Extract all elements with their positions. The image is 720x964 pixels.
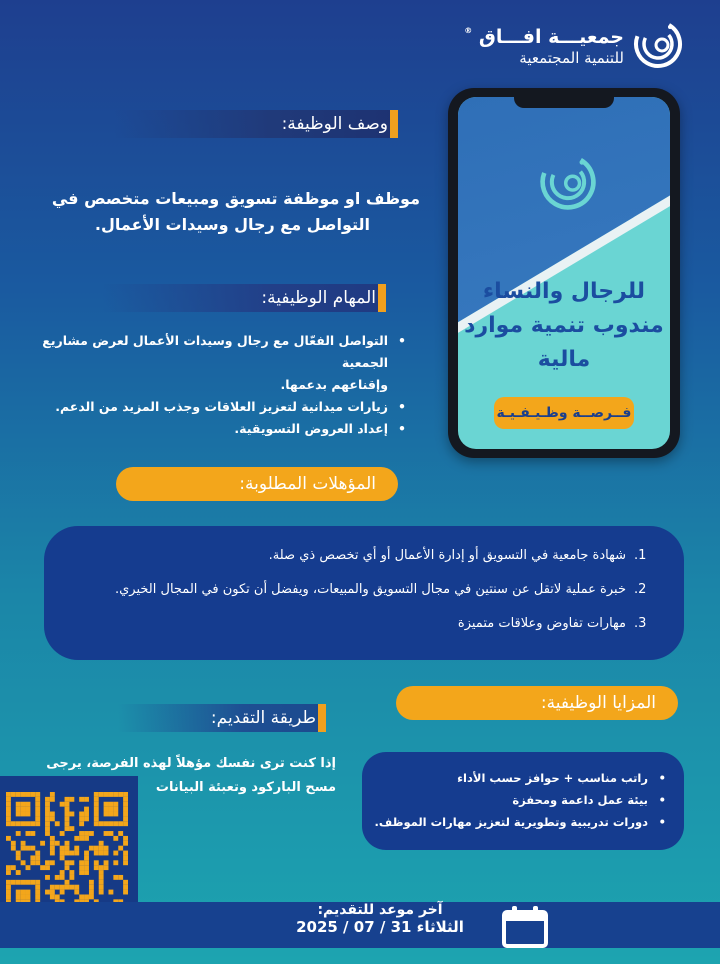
list-item: • إعداد العروض التسويقية.	[0, 418, 388, 440]
deadline-block	[270, 902, 490, 936]
item-number: 3.	[634, 616, 647, 631]
heading-accent-bar	[318, 704, 326, 732]
benefits-list	[375, 768, 648, 834]
qualifications-heading-text: المؤهلات المطلوبة:	[239, 474, 376, 494]
item-number: 2.	[634, 582, 647, 597]
list-item-continuation: وإقناعهم بدعمها.	[280, 376, 388, 392]
calendar-icon	[500, 904, 550, 950]
apply-heading	[118, 704, 326, 732]
job-description-line2: التواصل مع رجال وسيدات الأعمال.	[94, 214, 370, 234]
phone-notch	[514, 97, 614, 108]
benefits-heading	[396, 686, 678, 720]
qualification-item	[115, 582, 660, 597]
afaq-logo-icon	[538, 152, 598, 212]
apply-line2: مسح الباركود وتعبئة البيانات	[155, 780, 336, 796]
tasks-heading	[102, 284, 386, 312]
deadline-date: الثلاثاء 31 / 07 / 2025	[296, 918, 464, 936]
list-item: • زيارات ميدانية لتعزيز العلاقات وجذب المزيد من الدعم.	[0, 396, 388, 418]
job-description-heading-text: وصف الوظيفة:	[281, 114, 388, 134]
tasks-list	[0, 330, 410, 439]
org-name	[464, 26, 624, 67]
org-name-line2: للتنمية المجتمعية	[519, 48, 624, 67]
heading-accent-bar	[378, 284, 386, 312]
afaq-logo-icon	[632, 18, 684, 70]
deadline-label: آخر موعد للتقديم:	[317, 902, 443, 918]
job-opportunity-button[interactable]: فــرصــة وظـيـفـيـة	[494, 397, 634, 429]
qualification-item	[458, 616, 660, 631]
phone-title-line1: للرجال والنساء	[482, 279, 646, 304]
item-text: مهارات تفاوض وعلاقات متميزة	[457, 616, 626, 631]
qualifications-heading	[116, 467, 398, 501]
job-description-text	[40, 186, 420, 237]
org-name-line1: جمعيـــة افـــاق	[478, 26, 624, 48]
qualification-item	[269, 548, 660, 563]
phone-title-line2: مندوب تنمية موارد	[464, 313, 664, 338]
list-item: • بيئة عمل داعمة ومحفزة	[375, 790, 648, 812]
phone-screen	[458, 97, 670, 449]
job-description-heading	[114, 110, 398, 138]
phone-mockup	[448, 88, 680, 458]
list-item: • راتب مناسب + حوافز حسب الأداء	[375, 768, 648, 790]
heading-accent-bar	[390, 110, 398, 138]
qr-code-icon[interactable]	[6, 788, 128, 918]
benefits-heading-text: المزايا الوظيفية:	[540, 693, 656, 713]
tasks-heading-text: المهام الوظيفية:	[261, 288, 376, 308]
apply-line1: إذا كنت ترى نفسك مؤهلاً لهذه الفرصة، يرجى	[46, 756, 336, 771]
item-text: شهادة جامعية في التسويق أو إدارة الأعمال أو أي تخصص ذي صلة.	[268, 548, 626, 563]
item-text: خبرة عملية لاتقل عن سنتين في مجال التسويق والمبيعات، ويفضل أن تكون في المجال الخيري.	[115, 582, 626, 597]
list-item: • التواصل الفعّال مع رجال وسيدات الأعمال لعرض مشاريع الجمعية	[0, 330, 388, 374]
item-number: 1.	[634, 548, 647, 563]
job-description-line1: موظف او موظفة تسويق ومبيعات متخصص في	[51, 189, 420, 208]
registered-mark: ®	[464, 26, 473, 35]
qualifications-panel	[44, 526, 684, 660]
apply-heading-text: طريقة التقديم:	[210, 708, 316, 728]
phone-title-line3: مالية	[537, 347, 591, 372]
benefits-panel	[362, 752, 684, 850]
list-item: • دورات تدريبية وتطويرية لتعزيز مهارات الموظف.	[375, 812, 648, 834]
